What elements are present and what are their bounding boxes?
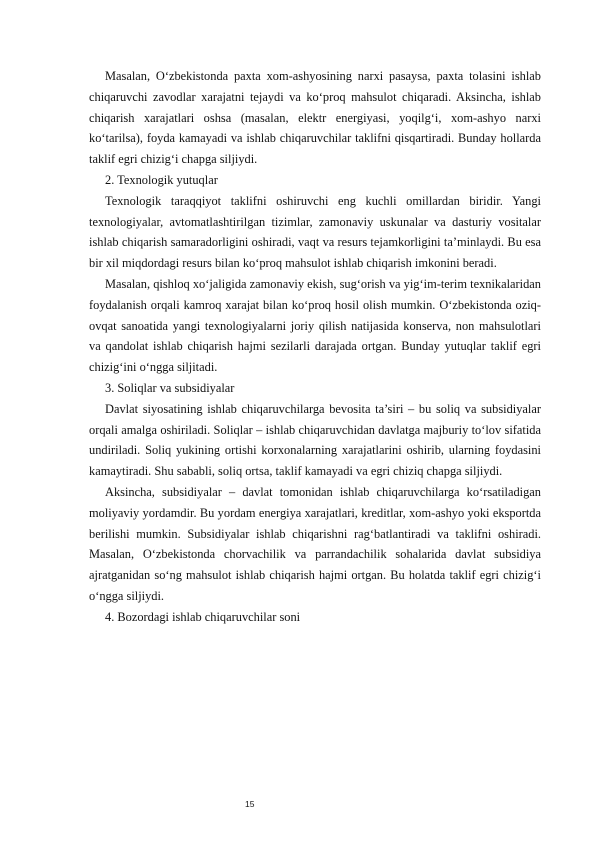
page-number: 15 (245, 799, 255, 809)
section-heading-taxes-subsidies: 3. Soliqlar va subsidiyalar (105, 380, 235, 395)
paragraph-raw-material-example: Masalan, O‘zbekistonda paxta xom-ashyosining narxi pasaysa, paxta tolasini ishlab chiqaruvchi zavodlar xarajatni tejaydi va ko‘proq mahsulot chiqaradi. Aksincha, ishlab chiqarish xarajatlari oshsa (masalan, elektr energiyasi, yoqilg‘i, xom-ashyo narxi ko‘tarilsa), foyda kamayadi va ishlab chiqaruvchilar taklifni qisqartiradi. Bunday hollarda taklif egri chizig‘i chapga siljiydi. (89, 69, 541, 167)
paragraph-taxes: Davlat siyosatining ishlab chiqaruvchilarga bevosita ta’siri – bu soliq va subsidiyalar orqali amalga oshiriladi. Soliqlar – ishlab chiqaruvchidan davlatga majburiy to‘lov sifatida undiriladi. Soliq yukining ortishi korxonalarning xarajatlarini oshirib, ularning foydasini kamaytiradi. Shu sababli, soliq ortsa, taklif kamayadi va egri chiziq chapga siljiydi. (89, 401, 541, 479)
paragraph-technology-example: Masalan, qishloq xo‘jaligida zamonaviy ekish, sug‘orish va yig‘im-terim texnikalaridan foydalanish orqali kamroq xarajat bilan ko‘proq hosil olish mumkin. O‘zbekistonda oziq-ovqat sanoatida yangi texnologiyalarni joriy qilish natijasida konserva, non mahsulotlari va qandolat ishlab chiqarish hajmi sezilarli darajada ortgan. Bunday yutuqlar taklif egri chizig‘ini o‘ngga siljitadi. (89, 276, 541, 375)
section-heading-technology: 2. Texnologik yutuqlar (105, 172, 218, 187)
paragraph-subsidies: Aksincha, subsidiyalar – davlat tomonidan ishlab chiqaruvchilarga ko‘rsatiladigan moliyaviy yordamdir. Bu yordam energiya xarajatlari, kreditlar, xom-ashyo yoki eksportda berilishi mumkin. Subsidiyalar ishlab chiqarishni rag‘batlantiradi va taklifni oshiradi. Masalan, O‘zbekistonda chorvachilik va parrandachilik sohalarida davlat subsidiya ajratganidan so‘ng mahsulot ishlab chiqarish hajmi ortgan. Bu holatda taklif egri chizig‘i o‘ngga siljiydi. (89, 484, 541, 603)
document-page (89, 66, 541, 628)
section-heading-producers-count: 4. Bozordagi ishlab chiqaruvchilar soni (105, 609, 301, 624)
paragraph-technology: Texnologik taraqqiyot taklifni oshiruvchi eng kuchli omillardan biridir. Yangi texnologiyalar, avtomatlashtirilgan tizimlar, zamonaviy uskunalar va dasturiy vositalar ishlab chiqarish samaradorligini oshiradi, vaqt va resurs tejamkorligini ta’minlaydi. Bu esa bir xil miqdordagi resurs bilan ko‘proq mahsulot ishlab chiqarish imkonini beradi. (89, 193, 541, 271)
